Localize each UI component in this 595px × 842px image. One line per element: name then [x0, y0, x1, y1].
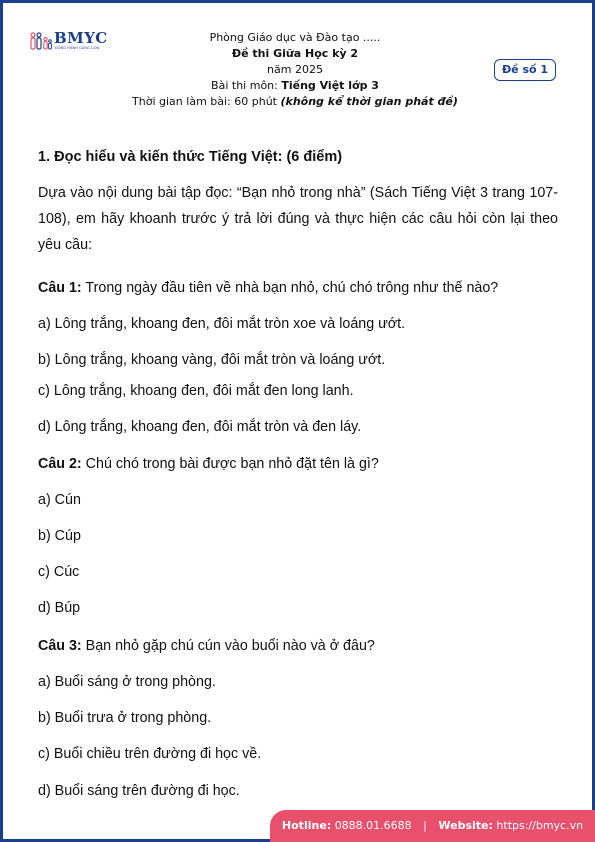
logo-brand-text: BMYC	[54, 29, 108, 47]
question-3-option-d: d) Buổi sáng trên đường đi học.	[38, 783, 240, 799]
question-1-option-d: d) Lông trắng, khoang đen, đôi mắt tròn và đen láy.	[38, 419, 362, 435]
website-label: Website:	[438, 819, 493, 832]
question-2: Câu 2: Chú chó trong bài được bạn nhỏ đặt tên là gì?	[38, 456, 379, 472]
question-1-option-a: a) Lông trắng, khoang đen, đôi mắt tròn xoe và loáng ướt.	[38, 316, 406, 332]
department-line: Phòng Giáo dục và Đào tạo .....	[209, 31, 381, 44]
exam-title: Đề thi Giữa Học kỳ 2	[231, 47, 359, 60]
exam-year: năm 2025	[267, 63, 323, 76]
website-link[interactable]: https://bmyc.vn	[496, 819, 584, 832]
question-3-option-b: b) Buổi trưa ở trong phòng.	[38, 710, 212, 726]
question-2-option-b: b) Cúp	[38, 528, 81, 544]
contact-footer	[270, 810, 595, 842]
family-figures-icon	[30, 31, 52, 51]
exam-header	[95, 30, 495, 110]
question-3-option-a: a) Buổi sáng ở trong phòng.	[38, 674, 216, 690]
hotline-number[interactable]: 0888.01.6688	[334, 819, 412, 832]
question-1: Câu 1: Trong ngày đầu tiên về nhà bạn nhỏ, chú chó trông như thế nào?	[38, 280, 499, 296]
section-title: 1. Đọc hiểu và kiến thức Tiếng Việt: (6 điểm)	[38, 149, 343, 165]
logo-slogan: ĐỒNG HÀNH CÙNG CON	[55, 46, 100, 50]
exam-time: Thời gian làm bài: 60 phút (không kể thời gian phát đề)	[132, 95, 458, 108]
question-2-option-c: c) Cúc	[38, 564, 80, 580]
question-1-option-b: b) Lông trắng, khoang vàng, đôi mắt tròn và loáng ướt.	[38, 352, 386, 368]
question-1-option-c: c) Lông trắng, khoang đen, đôi mắt đen long lanh.	[38, 383, 354, 399]
hotline-label: Hotline:	[281, 819, 332, 832]
intro-paragraph: Dựa vào nội dung bài tập đọc: “Bạn nhỏ trong nhà” (Sách Tiếng Việt 3 trang 107-108), em hãy khoanh trước ý trả lời đúng và thực hiện các câu hỏi còn lại theo yêu cầu:	[38, 185, 558, 253]
question-2-option-a: a) Cún	[38, 492, 81, 508]
question-3: Câu 3: Bạn nhỏ gặp chú cún vào buổi nào và ở đâu?	[38, 638, 375, 654]
question-2-option-d: d) Búp	[38, 600, 81, 616]
exam-number-badge: Đề số 1	[494, 59, 556, 81]
exam-subject: Bài thi môn: Tiếng Việt lớp 3	[211, 79, 379, 92]
question-3-option-c: c) Buổi chiều trên đường đi học về.	[38, 746, 262, 762]
footer-separator: |	[423, 819, 427, 832]
